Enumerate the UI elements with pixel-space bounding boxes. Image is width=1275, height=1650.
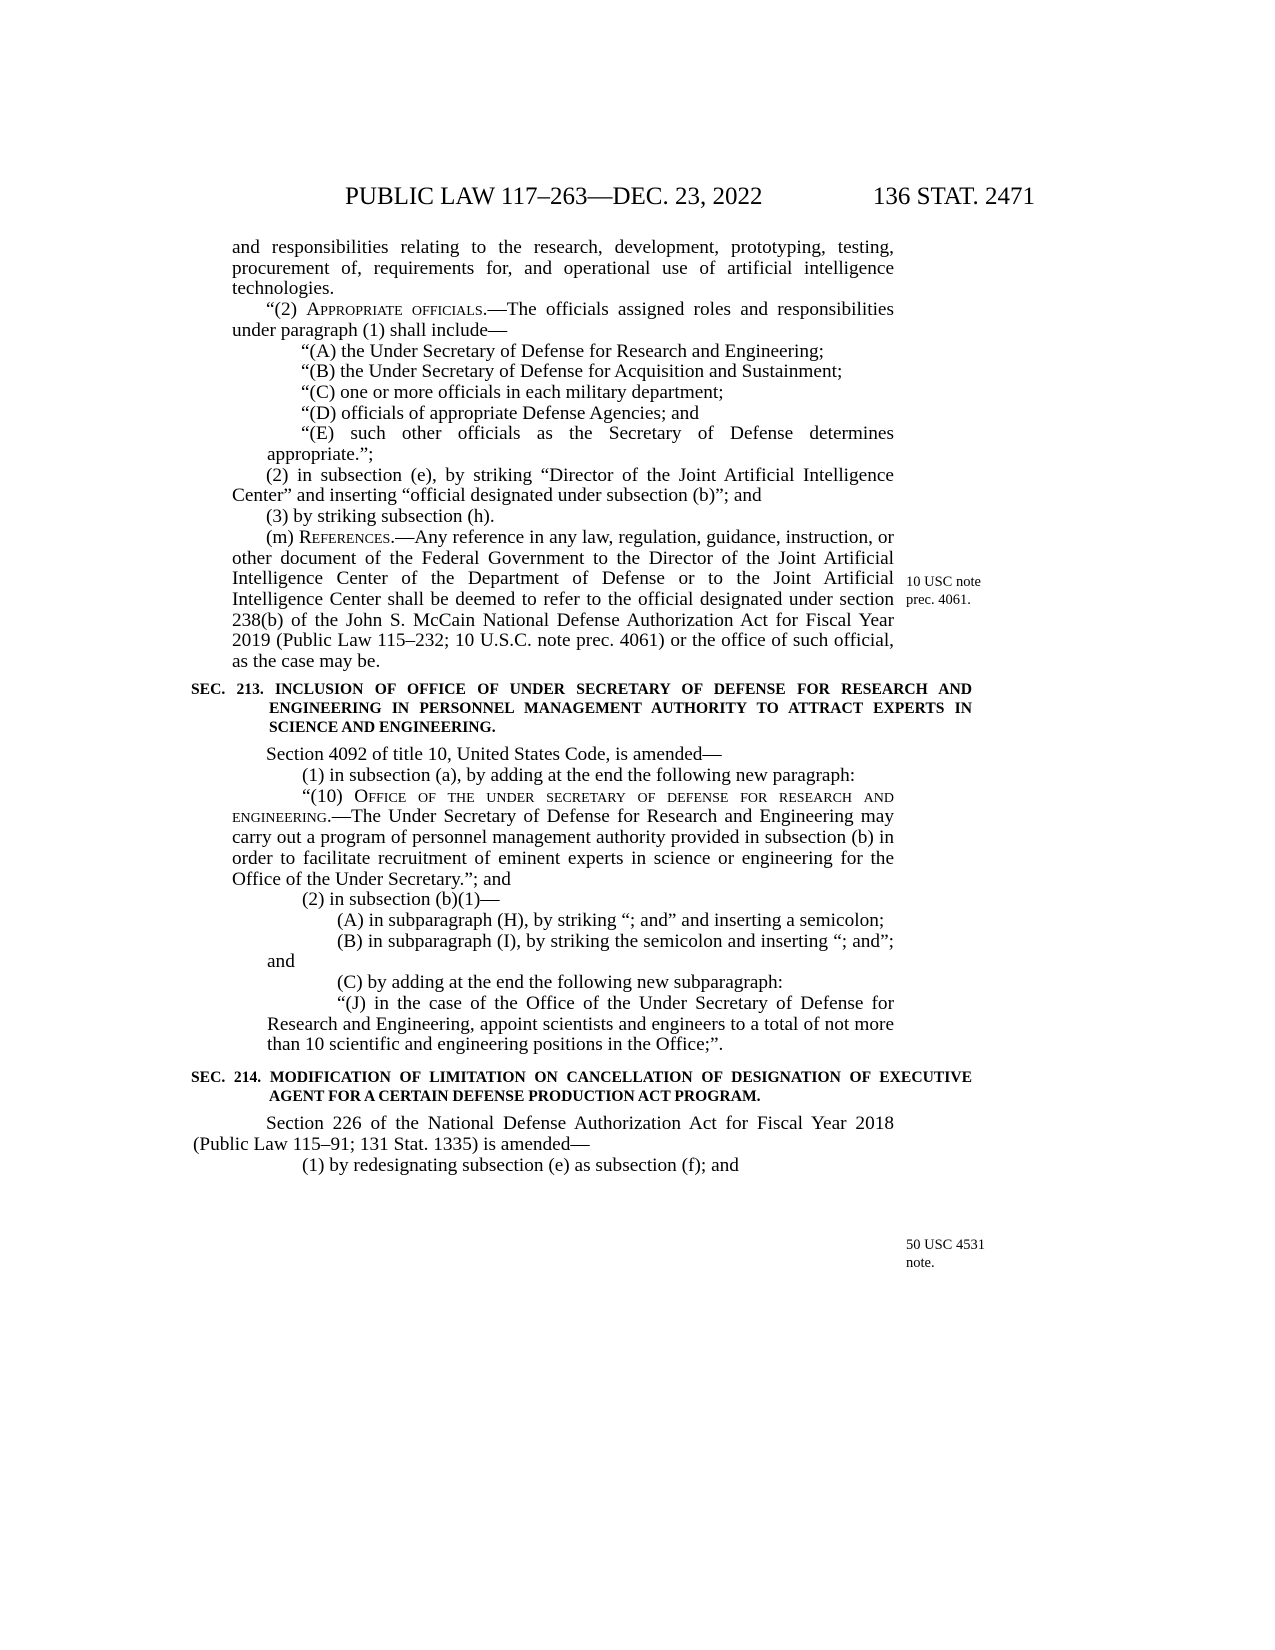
item-a: “(A) the Under Secretary of Defense for Research and Engineering; (301, 340, 825, 362)
statute-page: 136 STAT. 2471 (872, 183, 1035, 210)
section-213-item-a: (A) in subparagraph (H), by striking “; and” and inserting a semicolon; (337, 910, 885, 931)
paragraph-10: “(10) Office of the under secretary of defense for research and engineering.—The Under Secretary of Defense for Research and Engineering may carry out a program of personnel management authority provided in subsection (b) in order to facilitate recruitment of eminent experts in science or engineering for the Office of the Under Secretary.”; and (232, 785, 894, 890)
section-214-heading: SEC. 214. MODIFICATION OF LIMITATION ON CANCELLATION OF DESIGNATION OF EXECUTIVE AGENT FOR A CERTAIN DEFENSE PRODUCTION ACT PROGRAM. (191, 1068, 972, 1106)
section-214-item-1: (1) by redesignating subsection (e) as subsection (f); and (302, 1154, 739, 1176)
margin-note-1-line1: 10 USC note (906, 574, 981, 590)
section-214-intro: Section 226 of the National Defense Authorization Act for Fiscal Year 2018 (Public Law 115–91; 131 Stat. 1335) is amended— (193, 1113, 894, 1156)
paragraph-10-heading: Office of the under secretary of defense for research and engineering (232, 785, 894, 828)
item-c: “(C) one or more officials in each military department; (301, 381, 724, 403)
paragraph-3: (3) by striking subsection (h). (266, 506, 495, 528)
page-header (345, 183, 1035, 223)
item-d: “(D) officials of appropriate Defense Agencies; and (301, 402, 699, 424)
margin-note-1-line2: prec. 4061. (906, 592, 971, 608)
references-heading: References (298, 526, 391, 548)
section-213-item-j: “(J) in the case of the Office of the Under Secretary of Defense for Research and Engineering, appoint scientists and engineers to a total of not more than 10 scientific and engineering positions in the Office;”. (267, 992, 894, 1056)
subsection-m-references: (m) References.—Any reference in any law, regulation, guidance, instruction, or other document of the Federal Government to the Director of the Joint Artificial Intelligence Center of the Department of Defense or to the Joint Artificial Intelligence Center shall be deemed to refer to the official designated under section 238(b) of the John S. McCain National Defense Authorization Act for Fiscal Year 2019 (Public Law 115–232; 10 U.S.C. note prec. 4061) or the office of such official, as the case may be. (232, 526, 894, 673)
section-213-item-2: (2) in subsection (b)(1)— (302, 889, 500, 911)
margin-note-2-line2: note. (906, 1255, 935, 1271)
item-b: “(B) the Under Secretary of Defense for Acquisition and Sustainment; (301, 361, 843, 383)
margin-note-2 (906, 1236, 985, 1272)
paragraph-continuation: and responsibilities relating to the research, development, prototyping, testing, procurement of, requirements for, and operational use of artificial intelligence technologies. (232, 237, 894, 300)
paragraph-appropriate-officials: “(2) Appropriate officials.—The officials assigned roles and responsibilities under paragraph (1) shall include— (232, 299, 894, 341)
section-213-item-b: (B) in subparagraph (I), by striking the semicolon and inserting “; and”; and (267, 930, 894, 973)
margin-note-2-line1: 50 USC 4531 (906, 1237, 985, 1253)
section-213-item-1: (1) in subsection (a), by adding at the end the following new paragraph: (302, 765, 856, 787)
law-title: PUBLIC LAW 117–263—DEC. 23, 2022 (345, 183, 763, 210)
section-213-item-c: (C) by adding at the end the following new subparagraph: (337, 972, 784, 994)
margin-note-1 (906, 573, 981, 609)
section-213-heading: SEC. 213. INCLUSION OF OFFICE OF UNDER SECRETARY OF DEFENSE FOR RESEARCH AND ENGINEERING IN PERSONNEL MANAGEMENT AUTHORITY TO ATTRACT EXPERTS IN SCIENCE AND ENGINEERING. (191, 680, 972, 737)
document-body (191, 237, 972, 1176)
item-e: “(E) such other officials as the Secretary of Defense determines appropriate.”; (267, 423, 894, 466)
paragraph-2: (2) in subsection (e), by striking “Director of the Joint Artificial Intelligence Center” and inserting “official designated under subsection (b)”; and (232, 464, 894, 507)
appropriate-officials-heading: Appropriate officials (306, 299, 483, 321)
section-213-intro: Section 4092 of title 10, United States Code, is amended— (266, 744, 722, 766)
